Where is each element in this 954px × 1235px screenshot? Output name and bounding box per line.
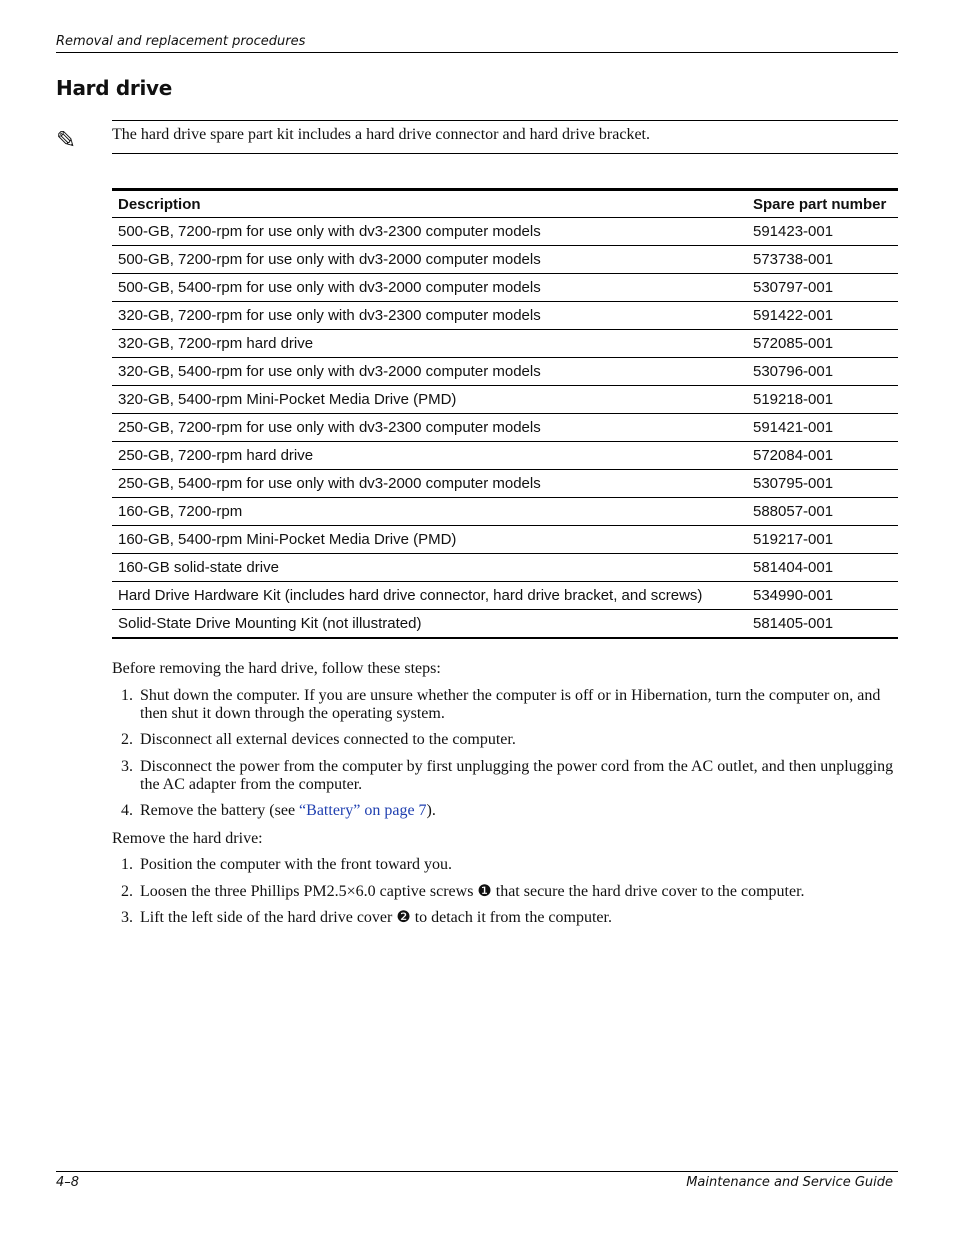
row-part-number: 519218-001 [747, 386, 898, 414]
note-text: The hard drive spare part kit includes a hard drive connector and hard drive bracket. [112, 126, 650, 143]
table-row [112, 582, 898, 610]
step-number: 3. [121, 909, 133, 926]
table-row [112, 610, 898, 639]
note-rules [112, 120, 898, 154]
step-number: 1. [121, 856, 133, 873]
row-description: 250-GB, 7200-rpm for use only with dv3-2300 computer models [112, 414, 747, 442]
step-text-after: ). [426, 802, 436, 819]
row-description: 500-GB, 7200-rpm for use only with dv3-2300 computer models [112, 218, 747, 246]
list-item [112, 856, 898, 874]
row-part-number: 581405-001 [753, 615, 834, 632]
step-text: Position the computer with the front toward you. [140, 856, 452, 873]
list-item [112, 687, 898, 723]
list-item [112, 758, 898, 794]
row-part-number: 572084-001 [747, 442, 898, 470]
battery-page-link[interactable]: “Battery” on page 7 [299, 802, 427, 819]
table-row [112, 498, 898, 526]
row-part-number: 530796-001 [747, 358, 898, 386]
row-part-number: 588057-001 [747, 498, 898, 526]
removal-section [112, 830, 898, 927]
row-part-number: 581404-001 [747, 554, 898, 582]
section-title: Hard drive [56, 76, 173, 100]
list-item [112, 883, 898, 901]
table-row [112, 274, 898, 302]
column-header-spare-part-number: Spare part number [747, 190, 898, 218]
step-text: Loosen the three Phillips PM2.5×6.0 captive screws ❶ that secure the hard drive cover to the computer. [140, 883, 805, 900]
row-description: 500-GB, 5400-rpm for use only with dv3-2000 computer models [112, 274, 747, 302]
row-part-number: 530797-001 [747, 274, 898, 302]
row-description: 160-GB solid-state drive [112, 554, 747, 582]
prep-section [112, 660, 898, 820]
row-part-number: 530795-001 [747, 470, 898, 498]
step-text: Disconnect the power from the computer by first unplugging the power cord from the AC outlet, and then unplugging the AC adapter from the computer. [140, 758, 894, 793]
row-part-number: 591421-001 [747, 414, 898, 442]
step-text: Shut down the computer. If you are unsure whether the computer is off or in Hibernation, turn the computer on, and then shut it down through the operating system. [140, 687, 881, 722]
row-description: 320-GB, 7200-rpm hard drive [112, 330, 747, 358]
row-description: 320-GB, 5400-rpm Mini-Pocket Media Drive (PMD) [112, 386, 747, 414]
step-number: 2. [121, 731, 133, 748]
row-description: 250-GB, 7200-rpm hard drive [112, 442, 747, 470]
table-row [112, 442, 898, 470]
table-row [112, 554, 898, 582]
step-number: 2. [121, 883, 133, 900]
table-row [112, 470, 898, 498]
table-header-row [112, 190, 898, 218]
spare-parts-table [112, 188, 898, 639]
removal-intro: Remove the hard drive: [112, 830, 263, 847]
page-number: 4–8 [56, 1175, 80, 1190]
row-description: 320-GB, 5400-rpm for use only with dv3-2000 computer models [112, 358, 747, 386]
table-row [112, 358, 898, 386]
table-row [112, 218, 898, 246]
step-text: Disconnect all external devices connected to the computer. [140, 731, 516, 748]
list-item [112, 731, 898, 749]
row-description: Hard Drive Hardware Kit (includes hard drive connector, hard drive bracket, and screws) [112, 582, 747, 610]
guide-title: Maintenance and Service Guide [686, 1175, 893, 1190]
row-description: Solid-State Drive Mounting Kit (not illustrated) [118, 615, 422, 632]
row-part-number: 591423-001 [747, 218, 898, 246]
table-row [112, 386, 898, 414]
table-row [112, 330, 898, 358]
prep-intro: Before removing the hard drive, follow these steps: [112, 660, 441, 677]
row-description: 500-GB, 7200-rpm for use only with dv3-2000 computer models [112, 246, 747, 274]
row-part-number: 519217-001 [747, 526, 898, 554]
pencil-note-icon: ✎ [56, 126, 77, 154]
row-part-number: 534990-001 [747, 582, 898, 610]
step-number: 1. [121, 687, 133, 704]
row-description: 250-GB, 5400-rpm for use only with dv3-2000 computer models [112, 470, 747, 498]
list-item [112, 909, 898, 927]
table-row [112, 302, 898, 330]
row-description: 160-GB, 5400-rpm Mini-Pocket Media Drive (PMD) [112, 526, 747, 554]
step-text: Lift the left side of the hard drive cover ❷ to detach it from the computer. [140, 909, 612, 926]
step-text-before: Remove the battery (see [140, 802, 300, 819]
row-part-number: 572085-001 [747, 330, 898, 358]
row-part-number: 591422-001 [747, 302, 898, 330]
note-box [56, 120, 898, 154]
row-description: 320-GB, 7200-rpm for use only with dv3-2300 computer models [112, 302, 747, 330]
row-description: 160-GB, 7200-rpm [112, 498, 747, 526]
running-header: Removal and replacement procedures [56, 34, 898, 53]
step-number: 4. [121, 802, 133, 819]
table-row [112, 414, 898, 442]
list-item [112, 802, 898, 820]
step-number: 3. [121, 758, 133, 775]
table-row [112, 246, 898, 274]
table-row [112, 526, 898, 554]
prep-steps [112, 687, 898, 820]
running-footer [56, 1171, 898, 1190]
column-header-description: Description [112, 190, 747, 218]
row-part-number: 573738-001 [747, 246, 898, 274]
removal-steps [112, 856, 898, 927]
